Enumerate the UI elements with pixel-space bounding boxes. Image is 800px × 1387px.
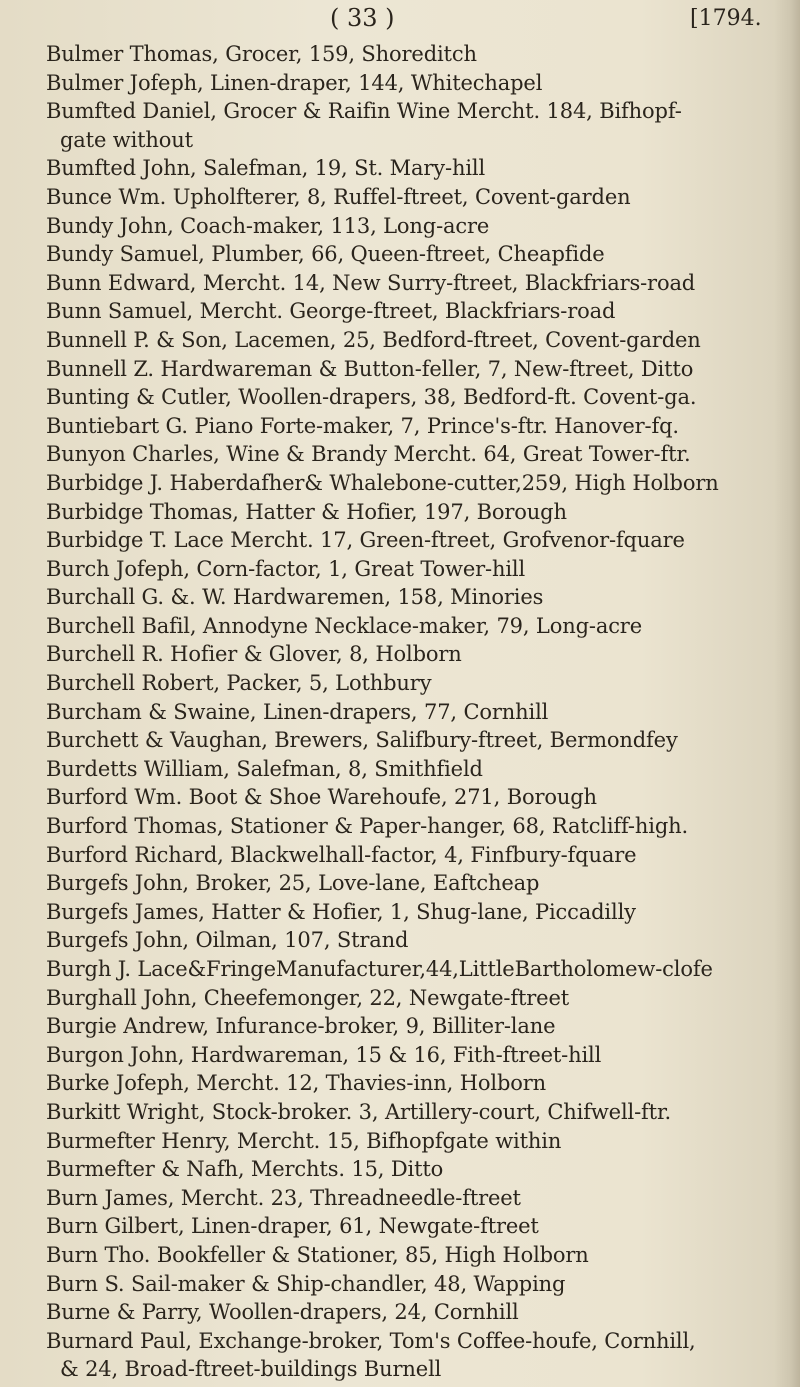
- directory-entry: Bundy Samuel, Plumber, 66, Queen-ftreet, Cheapfide: [46, 242, 605, 267]
- directory-entry: Burford Thomas, Stationer & Paper-hanger, 68, Ratcliff-high.: [46, 814, 689, 839]
- directory-entry: Bumfted Daniel, Grocer & Raifin Wine Mercht. 184, Bifhopf-: [46, 99, 682, 124]
- directory-entry: Burghall John, Cheefemonger, 22, Newgate-ftreet: [46, 985, 570, 1010]
- directory-entry: Burnard Paul, Exchange-broker, Tom's Coffee-houfe, Cornhill,: [46, 1328, 696, 1353]
- directory-entry: Burmefter & Nafh, Merchts. 15, Ditto: [46, 1157, 444, 1182]
- directory-entry: Bunce Wm. Upholfterer, 8, Ruffel-ftreet, Covent-garden: [46, 184, 631, 209]
- directory-entry: Burbidge Thomas, Hatter & Hofier, 197, Borough: [46, 499, 567, 524]
- directory-entry: Bulmer Jofeph, Linen-draper, 144, Whitechapel: [46, 70, 543, 95]
- directory-entry: Bunn Samuel, Mercht. George-ftreet, Blackfriars-road: [46, 299, 616, 324]
- directory-entry: Burbidge T. Lace Mercht. 17, Green-ftreet, Grofvenor-fquare: [46, 528, 685, 553]
- directory-entry: Burgie Andrew, Infurance-broker, 9, Billiter-lane: [46, 1014, 556, 1039]
- directory-entry: Burchell Bafil, Annodyne Necklace-maker, 79, Long-acre: [46, 613, 642, 638]
- directory-entry: Burgefs John, Oilman, 107, Strand: [46, 928, 409, 953]
- directory-entry: Burchett & Vaughan, Brewers, Salifbury-ftreet, Bermondfey: [46, 728, 678, 753]
- directory-entry: Bunn Edward, Mercht. 14, New Surry-ftreet, Blackfriars-road: [46, 270, 696, 295]
- directory-entry: Burgefs James, Hatter & Hofier, 1, Shug-lane, Piccadilly: [46, 899, 636, 924]
- page-header: [0, 4, 790, 38]
- directory-entry: Burn S. Sail-maker & Ship-chandler, 48, Wapping: [46, 1271, 566, 1296]
- directory-entry: Burmefter Henry, Mercht. 15, Bifhopfgate within: [46, 1128, 562, 1153]
- entry-continuation-line: gate without: [60, 127, 193, 152]
- directory-entry: Bunnell P. & Son, Lacemen, 25, Bedford-ftreet, Covent-garden: [46, 327, 701, 352]
- directory-entry: Burn James, Mercht. 23, Threadneedle-ftreet: [46, 1185, 521, 1210]
- directory-entry: Bundy John, Coach-maker, 113, Long-acre: [46, 213, 490, 238]
- directory-entry: Burford Richard, Blackwelhall-factor, 4, Finfbury-fquare: [46, 842, 637, 867]
- directory-entry: Burkitt Wright, Stock-broker. 3, Artillery-court, Chifwell-ftr.: [46, 1099, 672, 1124]
- directory-entry: Burchell Robert, Packer, 5, Lothbury: [46, 671, 432, 696]
- directory-entry: Burcham & Swaine, Linen-drapers, 77, Cornhill: [46, 699, 549, 724]
- directory-entry: Burgefs John, Broker, 25, Love-lane, Eaftcheap: [46, 871, 540, 896]
- entry-continuation-line: & 24, Broad-ftreet-buildings Burnell: [60, 1357, 442, 1382]
- directory-entry: Burchell R. Hofier & Glover, 8, Holborn: [46, 642, 462, 667]
- directory-entry: Burne & Parry, Woollen-drapers, 24, Cornhill: [46, 1300, 519, 1325]
- directory-entry: Burbidge J. Haberdafher& Whalebone-cutter,259, High Holborn: [46, 470, 719, 495]
- directory-entry: Burch Jofeph, Corn-factor, 1, Great Tower-hill: [46, 556, 526, 581]
- year-marker: [1794.: [690, 6, 762, 31]
- directory-entry: Bunyon Charles, Wine & Brandy Mercht. 64, Great Tower-ftr.: [46, 442, 691, 467]
- directory-entry: Bunting & Cutler, Woollen-drapers, 38, Bedford-ft. Covent-ga.: [46, 385, 697, 410]
- directory-entry: Burgon John, Hardwareman, 15 & 16, Fith-ftreet-hill: [46, 1042, 602, 1067]
- directory-entry: Burn Gilbert, Linen-draper, 61, Newgate-ftreet: [46, 1214, 539, 1239]
- directory-entry: Burke Jofeph, Mercht. 12, Thavies-inn, Holborn: [46, 1071, 546, 1096]
- directory-entry: Burdetts William, Salefman, 8, Smithfield: [46, 756, 483, 781]
- directory-entry: Buntiebart G. Piano Forte-maker, 7, Prince's-ftr. Hanover-fq.: [46, 413, 679, 438]
- directory-entry: Burgh J. Lace&FringeManufacturer,44,LittleBartholomew-clofe: [46, 957, 713, 981]
- directory-entry: Burn Tho. Bookfeller & Stationer, 85, High Holborn: [46, 1242, 589, 1267]
- directory-entry: Burford Wm. Boot & Shoe Warehoufe, 271, Borough: [46, 785, 597, 810]
- directory-entry: Burchall G. &. W. Hardwaremen, 158, Minories: [46, 585, 544, 610]
- directory-entry: Bumfted John, Salefman, 19, St. Mary-hill: [46, 156, 486, 181]
- directory-entries: [46, 40, 786, 1384]
- directory-entry: Bulmer Thomas, Grocer, 159, Shoreditch: [46, 42, 477, 66]
- directory-entry: Bunnell Z. Hardwareman & Button-feller, 7, New-ftreet, Ditto: [46, 356, 694, 381]
- page-number: ( 33 ): [330, 4, 395, 32]
